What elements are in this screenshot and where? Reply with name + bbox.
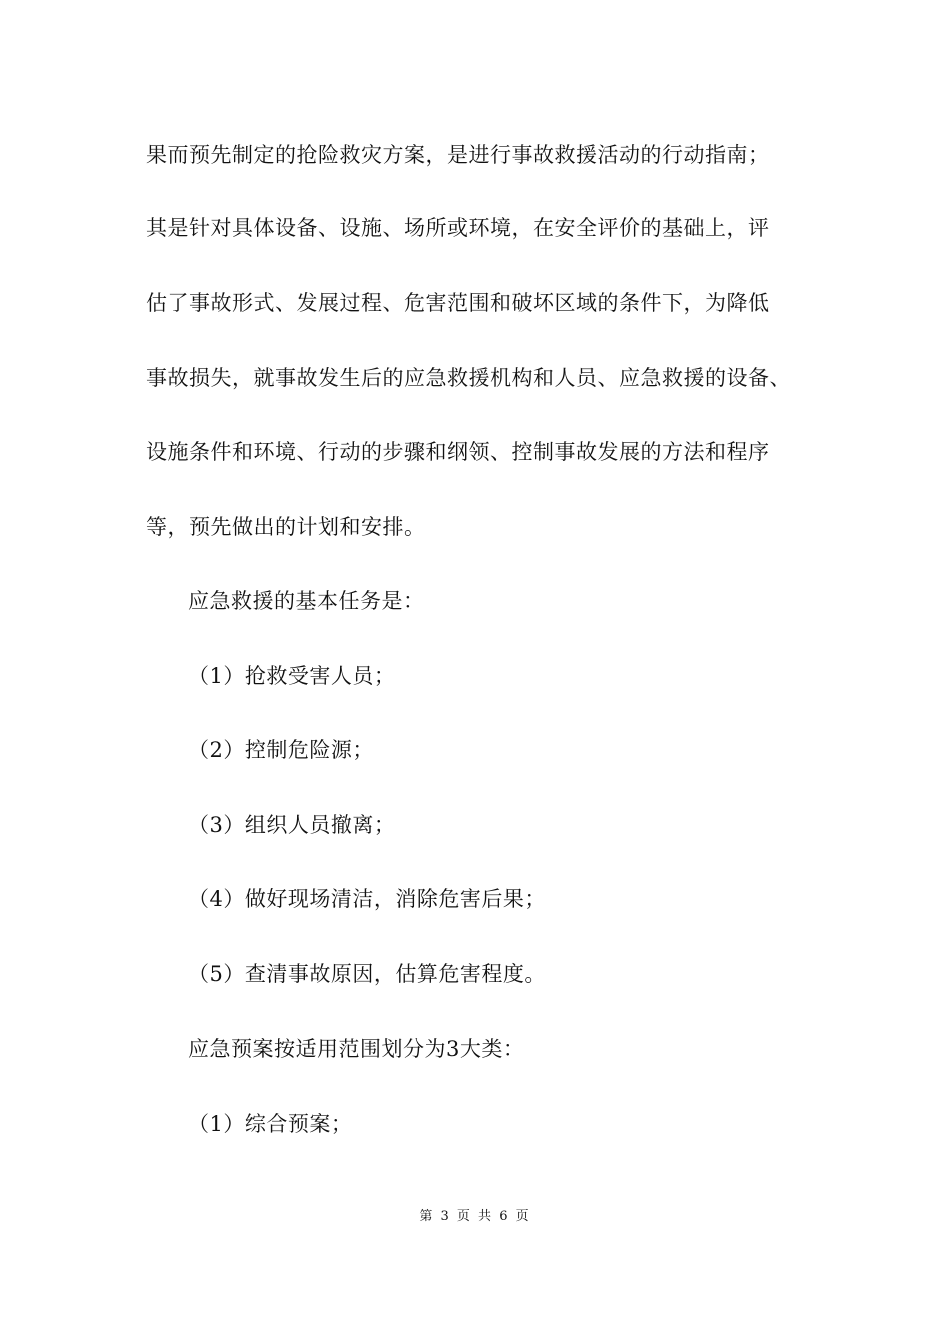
list-item-1: （1）抢救受害人员； <box>188 664 396 688</box>
paragraph-line-5: 设施条件和环境、行动的步骤和纲领、控制事故发展的方法和程序 <box>146 440 770 464</box>
paragraph-line-4: 事故损失，就事故发生后的应急救援机构和人员、应急救援的设备、 <box>146 366 791 390</box>
paragraph-line-6: 等，预先做出的计划和安排。 <box>146 515 426 539</box>
list-item-5: （5）查清事故原因，估算危害程度。 <box>188 962 546 986</box>
paragraph-line-1: 果而预先制定的抢险救灾方案，是进行事故救援活动的行动指南； <box>146 143 770 167</box>
page-number-footer: 第 3 页 共 6 页 <box>419 1209 531 1224</box>
section-heading-tasks: 应急救援的基本任务是： <box>188 589 425 613</box>
paragraph-line-3: 估了事故形式、发展过程、危害范围和破坏区域的条件下，为降低 <box>146 291 770 315</box>
paragraph-line-2: 其是针对具体设备、设施、场所或环境，在安全评价的基础上，评 <box>146 216 770 240</box>
list-item-4: （4）做好现场清洁，消除危害后果； <box>188 887 546 911</box>
section-heading-categories: 应急预案按适用范围划分为3大类： <box>188 1037 525 1061</box>
list-item-2: （2）控制危险源； <box>188 738 374 762</box>
list-item-3: （3）组织人员撤离； <box>188 813 396 837</box>
list-item-6: （1）综合预案； <box>188 1112 353 1136</box>
